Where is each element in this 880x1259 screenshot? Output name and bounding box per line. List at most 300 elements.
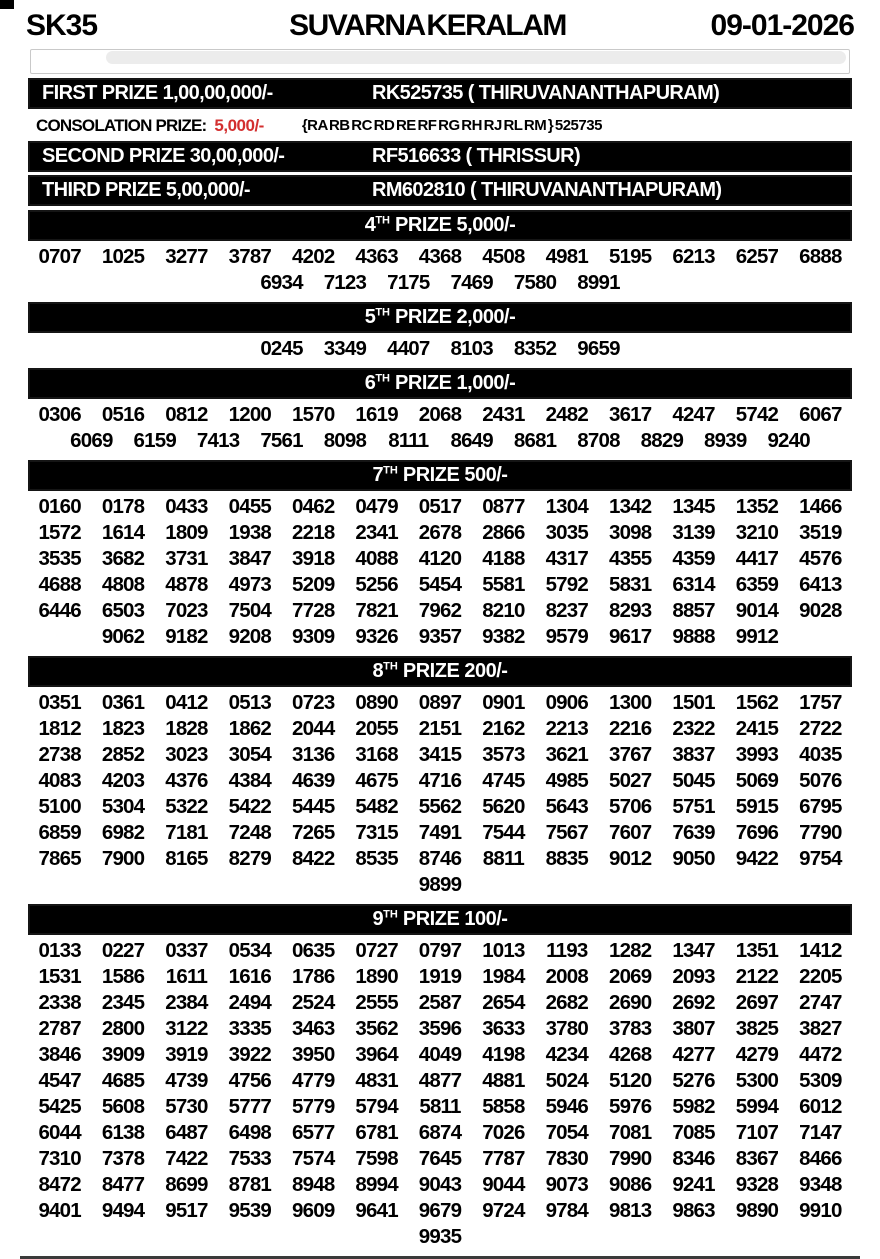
prize-number: 2205 <box>799 965 842 988</box>
prize-number: 8422 <box>292 847 335 870</box>
third-prize-winner: RM602810 ( THIRUVANANTHAPURAM) <box>372 179 722 201</box>
prize-number: 4685 <box>101 1069 145 1092</box>
prize-number: 4639 <box>292 769 335 792</box>
prize-number: 1342 <box>608 495 652 518</box>
consolation-amount: 5,000/- <box>214 115 264 135</box>
prize-number: 1412 <box>799 939 842 962</box>
prize-number: 2654 <box>482 991 525 1014</box>
prize-number: 4877 <box>418 1069 462 1092</box>
prize-number: 6503 <box>101 599 145 622</box>
prize-number: 6067 <box>799 403 842 426</box>
prize-section <box>28 656 852 900</box>
prize-number-row <box>28 244 852 270</box>
lottery-code: SK35 <box>26 9 98 42</box>
prize-number: 0906 <box>545 691 588 714</box>
prize-number-row <box>28 1146 852 1172</box>
prize-number: 1531 <box>38 965 81 988</box>
prize-number: 1586 <box>101 965 145 988</box>
consolation-row <box>28 112 852 138</box>
prize-number: 3349 <box>323 337 367 360</box>
prize-number: 4247 <box>672 403 715 426</box>
prize-number: 1282 <box>608 939 652 962</box>
prize-number: 1304 <box>545 495 588 518</box>
prize-number: 9086 <box>608 1173 652 1196</box>
prize-number: 0812 <box>165 403 208 426</box>
prize-number: 7544 <box>482 821 525 844</box>
prize-number: 7085 <box>672 1121 715 1144</box>
prize-number: 9899 <box>418 873 462 896</box>
prize-number: 4508 <box>482 245 525 268</box>
prize-number: 7378 <box>101 1147 145 1170</box>
prize-number: 2787 <box>38 1017 81 1040</box>
prize-number: 9617 <box>608 625 652 648</box>
prize-number: 1812 <box>38 717 81 740</box>
prize-number: 7962 <box>418 599 462 622</box>
prize-number: 0412 <box>165 691 208 714</box>
prize-number: 1345 <box>672 495 715 518</box>
prize-number: 7413 <box>196 429 240 452</box>
prize-number: 5069 <box>735 769 779 792</box>
prize-number: 3519 <box>799 521 842 544</box>
prize-number: 4202 <box>292 245 335 268</box>
prize-number: 7728 <box>292 599 335 622</box>
prize-number: 2682 <box>545 991 588 1014</box>
prize-number: 2690 <box>608 991 652 1014</box>
consolation-label: CONSOLATION PRIZE: <box>36 115 207 135</box>
prize-number: 7787 <box>482 1147 525 1170</box>
prize-number: 7310 <box>38 1147 81 1170</box>
prize-number-row <box>28 546 852 572</box>
prize-number: 3846 <box>38 1043 81 1066</box>
prize-number: 8293 <box>608 599 652 622</box>
prize-number: 3783 <box>608 1017 652 1040</box>
prize-number: 2341 <box>355 521 398 544</box>
prize-number: 5976 <box>608 1095 652 1118</box>
second-prize-label: SECOND PRIZE 30,00,000/- <box>42 145 285 167</box>
prize-number: 2678 <box>418 521 462 544</box>
prize-number: 4088 <box>355 547 398 570</box>
prize-number: 0227 <box>101 939 145 962</box>
prize-number: 9348 <box>799 1173 842 1196</box>
prize-number-row <box>28 1120 852 1146</box>
prize-number: 7990 <box>608 1147 652 1170</box>
prize-number: 5304 <box>101 795 145 818</box>
prize-number: 0361 <box>101 691 145 714</box>
prize-number: 2697 <box>735 991 779 1014</box>
prize-number: 8994 <box>355 1173 398 1196</box>
prize-number: 9935 <box>418 1225 462 1248</box>
prize-number: 9043 <box>418 1173 462 1196</box>
prize-section <box>28 210 852 298</box>
prize-number: 6159 <box>133 429 176 452</box>
prize-number-row <box>28 428 852 454</box>
prize-number: 8111 <box>388 429 429 452</box>
prize-number: 7790 <box>799 821 842 844</box>
prize-number: 0455 <box>228 495 272 518</box>
prize-number: 3463 <box>292 1017 335 1040</box>
second-prize-bar <box>28 141 852 172</box>
prize-number: 1890 <box>355 965 398 988</box>
prize-number: 9240 <box>767 429 810 452</box>
prize-number: 2069 <box>608 965 652 988</box>
prize-number: 8103 <box>450 337 493 360</box>
prize-number: 0797 <box>418 939 462 962</box>
prize-number-row <box>28 1172 852 1198</box>
prize-number: 9517 <box>165 1199 208 1222</box>
prize-number-row <box>28 690 852 716</box>
prize-number-row <box>28 768 852 794</box>
prize-number: 2524 <box>292 991 335 1014</box>
prize-number: 3827 <box>799 1017 842 1040</box>
prize-number: 7639 <box>672 821 715 844</box>
prize-number: 1572 <box>38 521 81 544</box>
prize-number: 3596 <box>418 1017 462 1040</box>
prize-section-header: 8TH PRIZE 200/- <box>28 656 852 687</box>
prize-number: 5643 <box>545 795 588 818</box>
prize-number: 4363 <box>355 245 398 268</box>
prize-number: 2151 <box>418 717 462 740</box>
prize-number: 1352 <box>735 495 779 518</box>
prize-number: 6314 <box>672 573 715 596</box>
prize-number: 2431 <box>482 403 525 426</box>
prize-number: 2345 <box>101 991 145 1014</box>
prize-number: 3919 <box>165 1043 208 1066</box>
prize-number: 6934 <box>260 271 303 294</box>
prize-number-row <box>28 520 852 546</box>
draw-date: 09-01-2026 <box>710 9 854 42</box>
prize-number: 8829 <box>640 429 684 452</box>
prize-number: 9062 <box>101 625 145 648</box>
prize-number: 0534 <box>228 939 272 962</box>
prize-number: 7645 <box>418 1147 462 1170</box>
prize-number: 4277 <box>672 1043 715 1066</box>
prize-number: 0890 <box>355 691 398 714</box>
prize-number: 6982 <box>101 821 145 844</box>
prize-number: 2738 <box>38 743 81 766</box>
prize-number: 2800 <box>101 1017 145 1040</box>
prize-number: 1013 <box>482 939 525 962</box>
prize-number-row <box>28 716 852 742</box>
prize-number: 8477 <box>101 1173 145 1196</box>
prize-number: 5831 <box>608 573 652 596</box>
prize-number: 3807 <box>672 1017 715 1040</box>
prize-number: 8699 <box>165 1173 208 1196</box>
prize-number: 2055 <box>355 717 398 740</box>
prize-number: 5276 <box>672 1069 715 1092</box>
prize-number: 1347 <box>672 939 715 962</box>
prize-number: 5027 <box>608 769 652 792</box>
prize-number-row <box>28 742 852 768</box>
prize-number: 3847 <box>228 547 272 570</box>
prize-number-row <box>28 270 852 296</box>
prize-number: 5730 <box>165 1095 208 1118</box>
prize-number: 8939 <box>704 429 747 452</box>
prize-number: 8746 <box>418 847 462 870</box>
prize-number: 2162 <box>482 717 525 740</box>
prize-number: 4688 <box>38 573 81 596</box>
prize-number: 6487 <box>165 1121 208 1144</box>
prize-number: 7696 <box>735 821 779 844</box>
prize-number: 4745 <box>482 769 525 792</box>
prize-number: 8835 <box>545 847 588 870</box>
prize-number: 3054 <box>228 743 272 766</box>
prize-number: 4985 <box>545 769 588 792</box>
prize-number: 5256 <box>355 573 398 596</box>
prize-number: 4417 <box>735 547 779 570</box>
prize-section <box>28 302 852 364</box>
prize-number: 5946 <box>545 1095 588 1118</box>
prize-number: 4716 <box>418 769 462 792</box>
prize-number: 6874 <box>418 1121 462 1144</box>
prize-number: 1757 <box>799 691 842 714</box>
prize-number: 8948 <box>292 1173 335 1196</box>
prize-number: 0433 <box>165 495 208 518</box>
first-prize-label: FIRST PRIZE 1,00,00,000/- <box>42 82 273 104</box>
prize-number: 8857 <box>672 599 715 622</box>
prize-number: 5045 <box>672 769 715 792</box>
prize-number: 2044 <box>292 717 335 740</box>
prize-number: 9422 <box>735 847 779 870</box>
prize-number-row <box>28 402 852 428</box>
prize-number: 1938 <box>228 521 272 544</box>
prize-number: 4472 <box>799 1043 842 1066</box>
prize-number: 4675 <box>355 769 398 792</box>
prize-number: 1570 <box>292 403 335 426</box>
prize-number: 5445 <box>292 795 335 818</box>
prize-number: 0245 <box>260 337 303 360</box>
prize-number: 7567 <box>545 821 588 844</box>
prize-number: 0479 <box>355 495 398 518</box>
prize-number: 9539 <box>228 1199 272 1222</box>
prize-number: 9357 <box>418 625 462 648</box>
prize-number: 1862 <box>228 717 272 740</box>
prize-number-row <box>28 1094 852 1120</box>
prize-number: 8352 <box>513 337 557 360</box>
prize-number: 6257 <box>735 245 779 268</box>
prize-number-row <box>28 938 852 964</box>
prize-number: 0351 <box>38 691 81 714</box>
prize-section <box>28 460 852 652</box>
prize-section-header: 9TH PRIZE 100/- <box>28 904 852 935</box>
prize-number-row <box>28 1016 852 1042</box>
prize-number: 5779 <box>292 1095 335 1118</box>
prize-number: 9863 <box>672 1199 715 1222</box>
prize-number: 3621 <box>545 743 588 766</box>
prize-number-row <box>28 494 852 520</box>
prize-number: 3633 <box>482 1017 525 1040</box>
prize-number: 9890 <box>735 1199 779 1222</box>
prize-number: 1828 <box>165 717 208 740</box>
prize-number: 0462 <box>292 495 335 518</box>
scan-artifact-mark <box>0 0 14 9</box>
prize-number: 9326 <box>355 625 398 648</box>
prize-number: 5777 <box>228 1095 272 1118</box>
prize-number: 7248 <box>228 821 272 844</box>
prize-number: 4234 <box>545 1043 588 1066</box>
prize-number: 3617 <box>608 403 652 426</box>
prize-number: 7491 <box>418 821 462 844</box>
prize-number: 7023 <box>165 599 208 622</box>
third-prize-label: THIRD PRIZE 5,00,000/- <box>42 179 250 201</box>
prize-number: 3909 <box>101 1043 145 1066</box>
prize-number: 9609 <box>292 1199 335 1222</box>
prize-number: 8535 <box>355 847 398 870</box>
prize-number: 0707 <box>38 245 81 268</box>
prize-number: 3098 <box>608 521 652 544</box>
prize-number-grid <box>28 937 852 1252</box>
prize-number: 2322 <box>672 717 715 740</box>
prize-number: 4317 <box>545 547 588 570</box>
prize-number: 4359 <box>672 547 715 570</box>
prize-number: 3682 <box>101 547 145 570</box>
prize-number: 7315 <box>355 821 398 844</box>
prize-number: 1025 <box>101 245 145 268</box>
prize-number: 1193 <box>546 939 588 962</box>
prize-number: 6413 <box>799 573 842 596</box>
prize-number: 4981 <box>545 245 588 268</box>
prize-number: 4268 <box>608 1043 652 1066</box>
prize-number: 4808 <box>101 573 145 596</box>
prize-number: 8649 <box>450 429 493 452</box>
prize-number-row <box>28 990 852 1016</box>
prize-number: 3139 <box>672 521 715 544</box>
prize-number: 0877 <box>482 495 525 518</box>
prize-number: 9754 <box>799 847 842 870</box>
prize-number: 4779 <box>292 1069 335 1092</box>
prize-number: 9659 <box>577 337 620 360</box>
prize-number: 8708 <box>577 429 620 452</box>
prize-number: 9241 <box>672 1173 715 1196</box>
prize-number: 7123 <box>323 271 367 294</box>
prize-number: 1809 <box>165 521 208 544</box>
prize-number: 6498 <box>228 1121 272 1144</box>
prize-number: 6044 <box>38 1121 81 1144</box>
prize-number: 7081 <box>608 1121 652 1144</box>
prize-number: 5581 <box>482 573 525 596</box>
prize-number: 2218 <box>292 521 335 544</box>
prize-number: 9328 <box>735 1173 779 1196</box>
prize-number: 9208 <box>228 625 272 648</box>
prize-number: 6359 <box>735 573 779 596</box>
prize-number: 5422 <box>228 795 272 818</box>
prize-number: 3562 <box>355 1017 398 1040</box>
prize-number: 9401 <box>38 1199 81 1222</box>
second-prize-winner: RF516633 ( THRISSUR) <box>372 145 581 167</box>
empty-scroll-strip <box>30 49 850 74</box>
prize-number: 5309 <box>799 1069 842 1092</box>
prize-number: 4120 <box>418 547 462 570</box>
prize-number: 0513 <box>228 691 272 714</box>
prize-number: 0517 <box>418 495 462 518</box>
prize-number: 4576 <box>799 547 842 570</box>
prize-number: 6446 <box>38 599 81 622</box>
prize-number: 2482 <box>545 403 588 426</box>
prize-number: 7107 <box>735 1121 779 1144</box>
prize-number: 3918 <box>292 547 335 570</box>
prize-number: 4739 <box>165 1069 208 1092</box>
prize-number: 3210 <box>735 521 779 544</box>
prize-number: 3136 <box>292 743 335 766</box>
prize-number: 2216 <box>608 717 652 740</box>
prize-number: 5454 <box>418 573 462 596</box>
prize-number: 3035 <box>545 521 588 544</box>
prize-number: 6781 <box>355 1121 398 1144</box>
prize-number: 3993 <box>735 743 779 766</box>
prize-number: 5482 <box>355 795 398 818</box>
prize-number-row <box>28 624 852 650</box>
prize-section <box>28 904 852 1252</box>
prize-number: 5751 <box>672 795 715 818</box>
prize-number: 3573 <box>482 743 525 766</box>
prize-number: 9309 <box>292 625 335 648</box>
prize-number: 1919 <box>418 965 462 988</box>
prize-number: 5742 <box>735 403 779 426</box>
prize-number: 8466 <box>799 1147 842 1170</box>
prize-number: 4083 <box>38 769 81 792</box>
prize-number: 9012 <box>608 847 652 870</box>
prize-number: 8346 <box>672 1147 715 1170</box>
prize-number-row <box>28 820 852 846</box>
prize-number: 7504 <box>228 599 272 622</box>
prize-number: 1984 <box>482 965 525 988</box>
prize-number: 7469 <box>450 271 493 294</box>
prize-number: 2747 <box>799 991 842 1014</box>
prize-number: 4368 <box>418 245 462 268</box>
prize-number: 7830 <box>545 1147 588 1170</box>
prize-number: 7147 <box>799 1121 842 1144</box>
prize-number: 8472 <box>38 1173 81 1196</box>
prize-number: 5100 <box>38 795 81 818</box>
prize-number: 6213 <box>672 245 715 268</box>
prize-number-grid <box>28 689 852 900</box>
prize-number: 4035 <box>799 743 842 766</box>
prize-number: 4376 <box>165 769 208 792</box>
prize-number: 3837 <box>672 743 715 766</box>
prize-number: 1823 <box>101 717 145 740</box>
prize-number-grid <box>28 401 852 456</box>
prize-number: 6012 <box>799 1095 842 1118</box>
first-prize-bar <box>28 78 852 109</box>
first-prize-winner: RK525735 ( THIRUVANANTHAPURAM) <box>372 82 720 104</box>
prize-number: 0516 <box>101 403 145 426</box>
prize-section-header: 7TH PRIZE 500/- <box>28 460 852 491</box>
prize-number: 2093 <box>672 965 715 988</box>
prize-number: 5811 <box>419 1095 461 1118</box>
result-header <box>0 0 880 47</box>
prize-number: 0897 <box>418 691 462 714</box>
scrollbar-thumb <box>106 51 846 64</box>
prize-number-row <box>28 1224 852 1250</box>
prize-number: 2384 <box>165 991 208 1014</box>
prize-number: 7580 <box>513 271 557 294</box>
prize-number: 1786 <box>292 965 335 988</box>
prize-number: 3535 <box>38 547 81 570</box>
prize-number: 5120 <box>608 1069 652 1092</box>
prize-number: 9641 <box>355 1199 398 1222</box>
prize-number: 4831 <box>355 1069 398 1092</box>
prize-number: 4881 <box>482 1069 525 1092</box>
prize-number: 8367 <box>735 1147 779 1170</box>
prize-number: 3122 <box>165 1017 208 1040</box>
prize-number: 5024 <box>545 1069 588 1092</box>
prize-number: 1611 <box>165 965 208 988</box>
prize-number: 3964 <box>355 1043 398 1066</box>
prize-number: 3335 <box>228 1017 272 1040</box>
prize-number-row <box>28 846 852 872</box>
prize-number: 5425 <box>38 1095 81 1118</box>
third-prize-bar <box>28 175 852 206</box>
prize-number: 5792 <box>545 573 588 596</box>
